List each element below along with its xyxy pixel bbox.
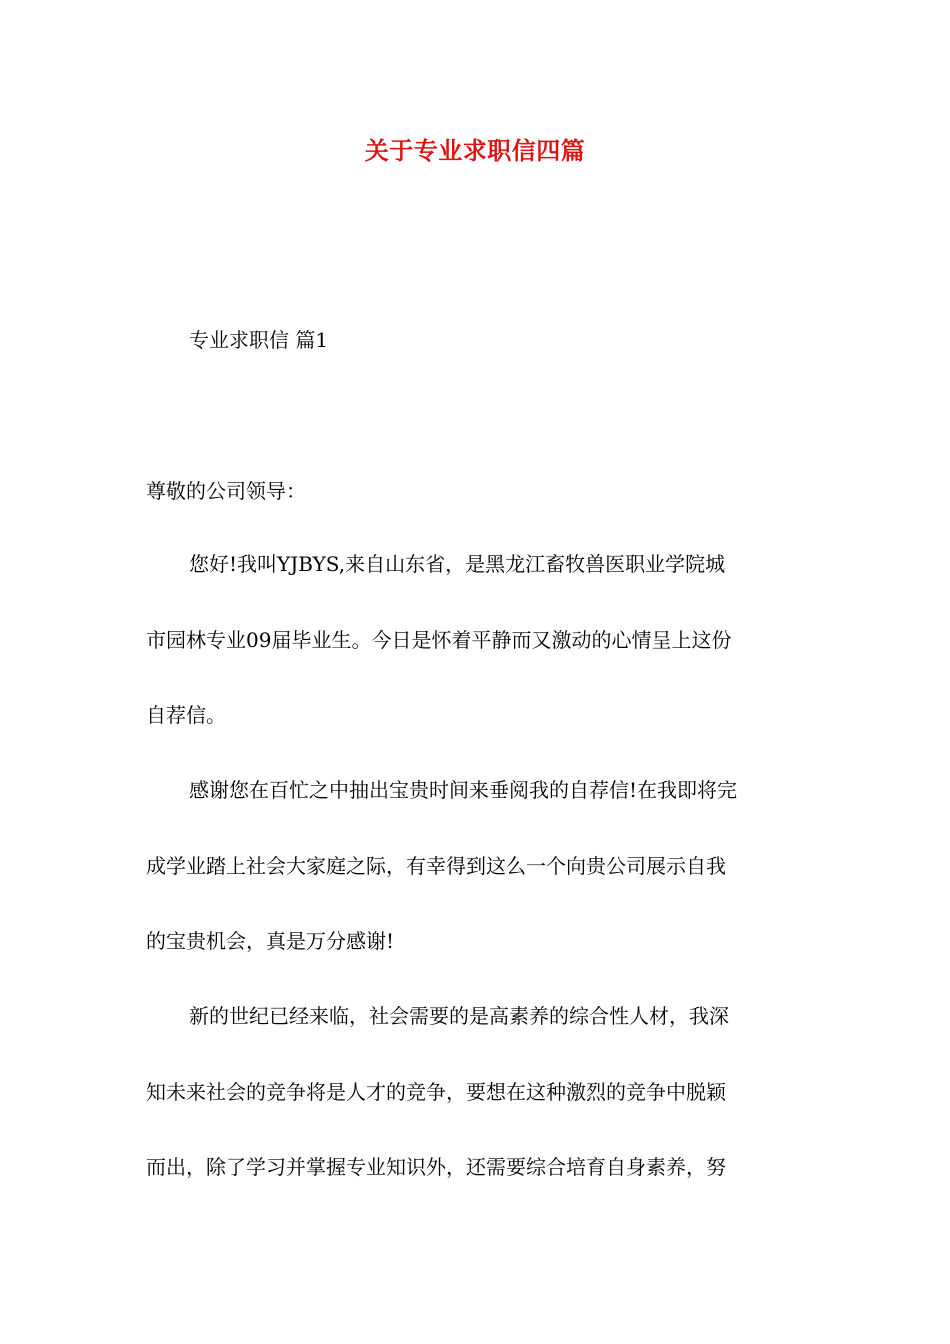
body-paragraph-1-container <box>146 527 814 754</box>
body-paragraph-2-container <box>146 753 814 980</box>
document-title: 关于专业求职信四篇 <box>364 137 586 165</box>
body-paragraph-3-container <box>146 979 814 1206</box>
salutation: 尊敬的公司领导： <box>146 479 306 503</box>
section-heading: 专业求职信 篇1 <box>189 328 329 352</box>
body-paragraph: 您好!我叫YJBYS,来自山东省，是黑龙江畜牧兽医职业学院城 市园林专业09届毕业生。今日是怀着平静而又激动的心情呈上这份 自荐信。 <box>146 552 732 727</box>
body-paragraph: 感谢您在百忙之中抽出宝贵时间来垂阅我的自荐信!在我即将完 成学业踏上社会大家庭之际，有幸得到这么一个向贵公司展示自我 的宝贵机会，真是万分感谢! <box>146 778 738 953</box>
body-paragraph: 新的世纪已经来临，社会需要的是高素养的综合性人材，我深 知未来社会的竞争将是人才的竞争，要想在这种激烈的竞争中脱颖 而出，除了学习并掌握专业知识外，还需要综合培育自身素养，努 <box>146 1004 729 1179</box>
